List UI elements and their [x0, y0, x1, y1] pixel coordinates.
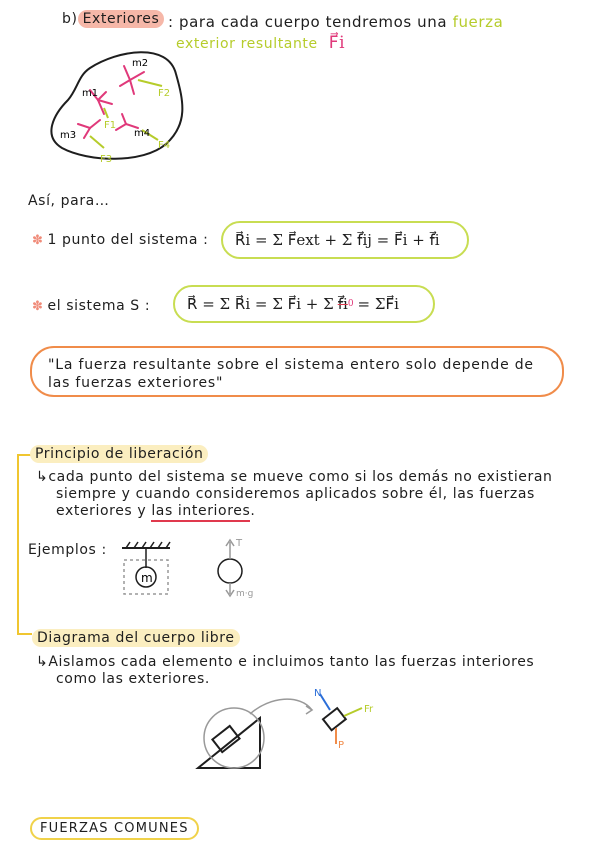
exterior-resultante-text: exterior resultante	[176, 36, 318, 52]
flower-bullet-icon: ✽	[32, 299, 44, 314]
principio-line3-a: exteriores y	[56, 503, 152, 519]
free-mass-diagram	[206, 532, 268, 602]
asi-para-text: Así, para…	[28, 193, 110, 209]
hanging-mass-diagram	[116, 538, 176, 600]
eq1-formula: R⃗i = Σ F⃗ext + Σ f⃗ij = F⃗i + f⃗i	[235, 231, 440, 249]
fr-label: Fr	[364, 704, 374, 715]
principio-line1: cada punto del sistema se mueve como si los demás no existieran	[48, 469, 553, 485]
resultant-arrows	[90, 80, 162, 148]
mass-label: m	[141, 571, 153, 585]
diagrama-line1: Aislamos cada elemento e incluimos tanto las fuerzas interiores	[48, 654, 535, 670]
las-interiores-underlined: las interiores	[151, 503, 250, 522]
f2-label: F2	[158, 88, 171, 99]
principio-title	[30, 446, 208, 462]
eq1-formula-box	[221, 221, 469, 259]
eq2-formula-box	[173, 285, 435, 323]
eq2-row	[32, 298, 150, 314]
f4-label: F4	[158, 140, 171, 151]
body-masses-diagram	[48, 44, 198, 168]
f3-label: F3	[100, 154, 113, 165]
weight-label: m·g	[236, 589, 254, 599]
diagrama-title-text: Diagrama del cuerpo libre	[32, 629, 240, 647]
section-b-label	[62, 11, 164, 27]
b-label: b)	[62, 11, 78, 27]
principio-line3	[56, 503, 553, 520]
diagrama-title	[32, 630, 240, 646]
exteriores-description	[168, 13, 503, 31]
arrow-return-icon: ↳	[36, 654, 49, 670]
m4-label: m4	[134, 128, 151, 139]
tension-label: T	[236, 538, 243, 549]
eq2-struck-term: f⃗i	[337, 295, 348, 313]
exterior-resultante-line	[176, 33, 345, 53]
arrow-return-icon: ↳	[36, 469, 49, 485]
ejemplos-label: Ejemplos :	[28, 542, 107, 558]
m2-label: m2	[132, 58, 149, 69]
eq2-zero: 0	[347, 299, 354, 309]
m1-label: m1	[82, 88, 99, 99]
eq2-label: el sistema S :	[47, 298, 151, 314]
eq2-formula-b: = ΣF⃗i	[357, 295, 399, 313]
fuerzas-comunes-title: FUERZAS COMUNES	[30, 817, 199, 840]
eq1-label: 1 punto del sistema :	[47, 232, 209, 248]
desc-part1: : para cada cuerpo tendremos una	[168, 13, 448, 31]
p-label: P	[338, 740, 345, 751]
eq2-formula-a: R⃗ = Σ R⃗i = Σ F⃗i + Σ	[187, 295, 334, 313]
exteriores-highlight: Exteriores	[78, 10, 165, 28]
f1-label: F1	[104, 120, 117, 131]
eq1-row	[32, 232, 208, 248]
quote-box: "La fuerza resultante sobre el sistema entero solo depende de las fuerzas exteriores"	[30, 346, 564, 397]
fi-symbol: F⃗i	[328, 33, 346, 53]
fuerza-word: fuerza	[452, 13, 504, 31]
m3-label: m3	[60, 130, 77, 141]
principio-title-text: Principio de liberación	[30, 445, 208, 463]
principio-line2: siempre y cuando consideremos aplicados sobre él, las fuerzas	[56, 486, 535, 502]
diagrama-line2: como las exteriores.	[56, 671, 210, 687]
flower-bullet-icon: ✽	[32, 233, 44, 248]
incline-diagram	[190, 680, 390, 776]
principio-body	[36, 469, 553, 520]
n-label: N	[314, 688, 322, 699]
principio-line3-end: .	[250, 503, 256, 519]
